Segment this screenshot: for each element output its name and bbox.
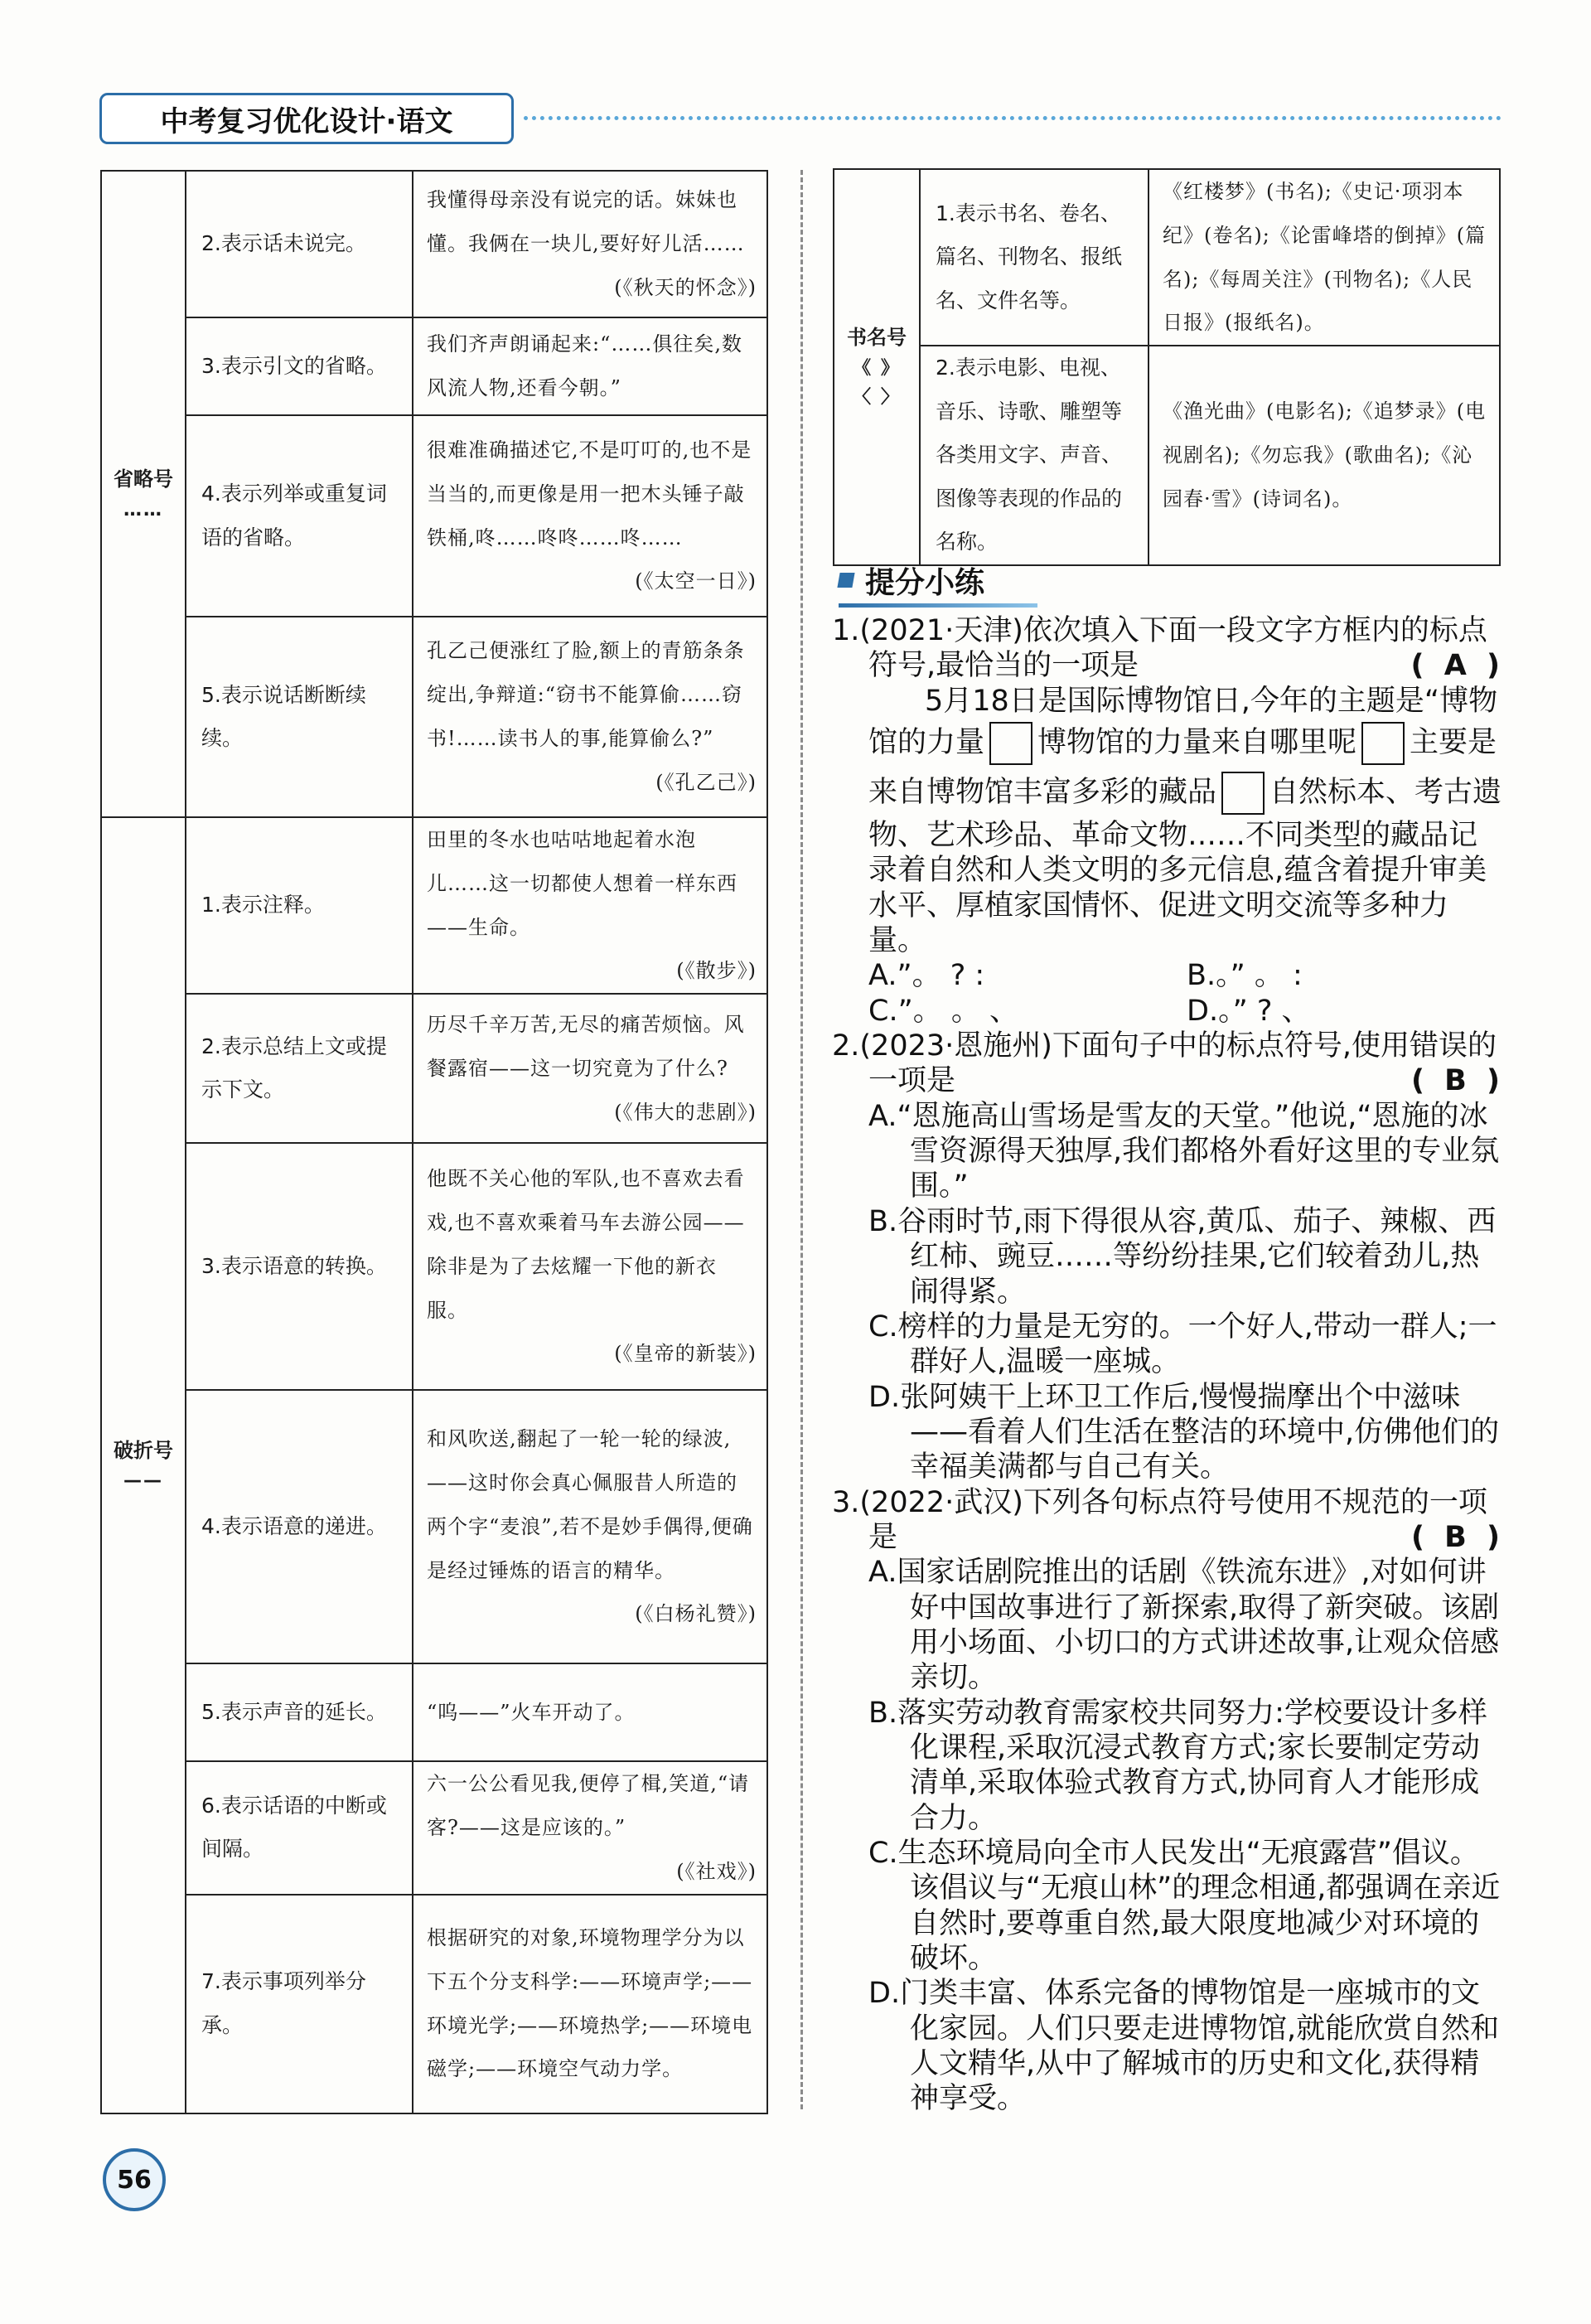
example-source: (《孔乙己》) — [655, 770, 757, 794]
table-row — [101, 817, 767, 994]
section-marker-icon — [837, 573, 854, 588]
usage-cell: 1.表示注释。 — [186, 817, 413, 994]
exercise-list — [832, 613, 1505, 2117]
blank-box — [989, 722, 1032, 765]
table-row — [101, 1895, 767, 2113]
usage-cell: 4.表示列举或重复词语的省略。 — [186, 415, 413, 617]
example-text: 我懂得母亲没有说完的话。妹妹也懂。我俩在一块儿,要好好儿活…… — [427, 188, 745, 256]
example-source: (《太空一日》) — [635, 569, 757, 593]
table-row — [101, 994, 767, 1143]
example-text: 根据研究的对象,环境物理学分为以下五个分支科学:——环境声学;——环境光学;——环境热学;——环境电磁学;——环境空气动力学。 — [427, 1925, 753, 2081]
example-cell — [413, 317, 767, 415]
section-title-text: 提分小练 — [865, 565, 985, 600]
table-row — [834, 346, 1500, 565]
table-row — [101, 1761, 767, 1894]
option-row — [832, 994, 1505, 1029]
option-b: B.谷雨时节,雨下得很从容,黄瓜、茄子、辣椒、西红柿、豌豆……等纷纷挂果,它们较着劲儿,热闹得紧。 — [868, 1204, 1497, 1309]
answer-label: ( B ) — [1410, 1520, 1505, 1554]
table-row — [101, 1390, 767, 1663]
question-stem — [832, 1029, 1505, 1099]
answer-label: ( A ) — [1410, 649, 1505, 683]
example-text: 我们齐声朗诵起来:“……俱往矣,数风流人物,还看今朝。” — [427, 332, 742, 399]
example-text: 他既不关心他的军队,也不喜欢去看戏,也不喜欢乘着马车去游公园——除非是为了去炫耀一下他的新衣服。 — [427, 1167, 745, 1322]
example-cell — [413, 171, 767, 317]
example-cell — [413, 1663, 767, 1761]
question-1 — [832, 613, 1505, 1029]
example-text: 很难准确描述它,不是叮叮的,也不是当当的,而更像是用一把木头锤子敲铁桶,咚……咚咚……咚…… — [427, 438, 752, 550]
usage-cell: 6.表示话语的中断或间隔。 — [186, 1761, 413, 1894]
usage-cell: 4.表示语意的递进。 — [186, 1390, 413, 1663]
example-cell: 《渔光曲》(电影名);《追梦录》(电视剧名);《勿忘我》(歌曲名);《沁园春·雪》(诗词名)。 — [1149, 346, 1500, 565]
option-a: A.“恩施高山雪场是雪友的天堂。”他说,“恩施的冰雪资源得天独厚,我们都格外看好这里的专业氛围。” — [868, 1099, 1500, 1203]
blank-box — [1221, 772, 1265, 815]
example-text: 孔乙己便涨红了脸,额上的青筋条条绽出,争辩道:“窃书不能算偷……窃书!……读书人的事,能算偷么?” — [427, 639, 745, 750]
example-cell — [413, 1143, 767, 1390]
example-cell — [413, 617, 767, 817]
dash-name: 破折号 — [114, 1439, 173, 1462]
usage-cell: 3.表示引文的省略。 — [186, 317, 413, 415]
passage-part: 博物馆的力量来自哪里呢 — [1037, 726, 1357, 760]
option-b: B.。” 。 : — [1187, 959, 1303, 993]
punctuation-table-right — [833, 168, 1501, 566]
usage-cell: 1.表示书名、卷名、篇名、刊物名、报纸名、文件名等。 — [920, 169, 1149, 346]
header-dotted-line — [524, 116, 1502, 120]
question-text: 2.(2023·恩施州)下面句子中的标点符号,使用错误的一项是 — [832, 1029, 1497, 1098]
table-row — [101, 617, 767, 817]
question-stem — [832, 613, 1505, 684]
example-source: (《皇帝的新装》) — [614, 1342, 757, 1366]
column-divider — [800, 170, 803, 2109]
book-title-name: 书名号 — [847, 326, 907, 350]
example-text: 和风吹送,翻起了一轮一轮的绿波,——这时你会真心佩服昔人所造的两个字“麦浪”,若不是妙手偶得,便确是经过锤炼的语言的精华。 — [427, 1427, 753, 1582]
question-stem — [832, 1485, 1505, 1556]
ellipsis-type-cell — [101, 171, 186, 817]
table-row — [101, 415, 767, 617]
book-title-symbol: 《 》 — [853, 357, 901, 379]
option-d: D.张阿姨干上环卫工作后,慢慢揣摩出个中滋味——看着人们生活在整洁的环境中,仿佛他们的幸福美满都与自己有关。 — [868, 1380, 1500, 1484]
option-a: A.国家话剧院推出的话剧《铁流东进》,对如何讲好中国故事进行了新探索,取得了新突破。该剧用小场面、小切口的方式讲述故事,让观众倍感亲切。 — [868, 1556, 1500, 1695]
table-row — [101, 1663, 767, 1761]
option-d: D.门类丰富、体系完备的博物馆是一座城市的文化家园。人们只要走进博物馆,就能欣赏自然和人文精华,从中了解城市的历史和文化,获得精神享受。 — [868, 1977, 1500, 2116]
option-d: D.。” ? 、 — [1187, 994, 1311, 1028]
blank-box — [1361, 722, 1405, 765]
usage-cell: 3.表示语意的转换。 — [186, 1143, 413, 1390]
dash-symbol: —— — [123, 1470, 163, 1492]
answer-label: ( B ) — [1410, 1064, 1505, 1098]
usage-cell: 2.表示电影、电视、音乐、诗歌、雕塑等各类用文字、声音、图像等表现的作品的名称。 — [920, 346, 1149, 565]
option-c: C.生态环境局向全市人民发出“无痕露营”倡议。该倡议与“无痕山林”的理念相通,都强调在亲近自然时,要尊重自然,最大限度地减少对环境的破坏。 — [868, 1837, 1501, 1976]
ellipsis-symbol: …… — [123, 499, 163, 520]
example-cell — [413, 415, 767, 617]
page-number: 56 — [103, 2148, 166, 2211]
usage-cell: 2.表示话未说完。 — [186, 171, 413, 317]
question-2 — [832, 1029, 1505, 1484]
option-c: C.榜样的力量是无穷的。一个好人,带动一群人;一群好人,温暖一座城。 — [868, 1310, 1497, 1379]
question-passage — [832, 684, 1505, 959]
example-cell — [413, 994, 767, 1143]
usage-cell: 5.表示说话断断续续。 — [186, 617, 413, 817]
usage-cell: 5.表示声音的延长。 — [186, 1663, 413, 1761]
page-header-title: 中考复习优化设计·语文 — [99, 93, 514, 144]
example-text: 六一公公看见我,便停了楫,笑道,“请客?——这是应该的。” — [427, 1772, 750, 1839]
usage-cell: 2.表示总结上文或提示下文。 — [186, 994, 413, 1143]
example-text: “呜——”火车开动了。 — [427, 1700, 636, 1724]
question-text: 3.(2022·武汉)下列各句标点符号使用不规范的一项是 — [832, 1485, 1487, 1554]
example-cell — [413, 817, 767, 994]
book-title-symbol-angle: 〈 〉 — [853, 387, 901, 409]
table-row — [834, 169, 1500, 346]
passage-part: 主要是来自博物馆丰富多彩的藏品 — [868, 726, 1497, 810]
example-text: 田里的冬水也咕咕地起着水泡儿……这一切都使人想着一样东西——生命。 — [427, 828, 737, 939]
usage-cell: 7.表示事项列举分承。 — [186, 1895, 413, 2113]
section-title — [839, 555, 984, 605]
option-row — [832, 958, 1505, 993]
table-row — [101, 1143, 767, 1390]
table-row — [101, 317, 767, 415]
example-source: (《伟大的悲剧》) — [614, 1100, 757, 1124]
example-cell — [413, 1895, 767, 2113]
question-3 — [832, 1485, 1505, 2117]
punctuation-table-left — [100, 170, 768, 2114]
example-source: (《白杨礼赞》) — [635, 1602, 757, 1626]
dash-type-cell — [101, 817, 186, 2113]
example-source: (《社戏》) — [676, 1859, 757, 1883]
example-cell — [413, 1761, 767, 1894]
option-c: C.”。 。 、 — [868, 994, 1018, 1028]
ellipsis-name: 省略号 — [114, 467, 173, 491]
example-source: (《秋天的怀念》) — [614, 275, 757, 299]
example-source: (《散步》) — [676, 959, 757, 983]
section-underline — [839, 603, 1037, 608]
example-cell — [413, 1390, 767, 1663]
book-title-type-cell — [834, 169, 920, 565]
example-text: 历尽千辛万苦,无尽的痛苦烦恼。风餐露宿——这一切究竟为了什么? — [427, 1012, 745, 1080]
option-a: A.”。 ? : — [868, 959, 985, 993]
passage-part: 自然标本、考古遗物、艺术珍品、革命文物……不同类型的藏品记录着自然和人类文明的多元信息,蕴含着提升审美水平、厚植家国情怀、促进文明交流等多种力量。 — [868, 776, 1502, 958]
example-cell: 《红楼梦》(书名);《史记·项羽本纪》(卷名);《论雷峰塔的倒掉》(篇名);《每周关注》(刊物名);《人民日报》(报纸名)。 — [1149, 169, 1500, 346]
question-text: 1.(2021·天津)依次填入下面一段文字方框内的标点符号,最恰当的一项是 — [832, 614, 1487, 683]
option-b: B.落实劳动教育需家校共同努力:学校要设计多样化课程,采取沉浸式教育方式;家长要制定劳动清单,采取体验式教育方式,协同育人才能形成合力。 — [868, 1696, 1487, 1835]
passage-part: 5月18日是国际博物馆日,今年的主题是“博物馆的力量 — [868, 684, 1498, 760]
table-row — [101, 171, 767, 317]
